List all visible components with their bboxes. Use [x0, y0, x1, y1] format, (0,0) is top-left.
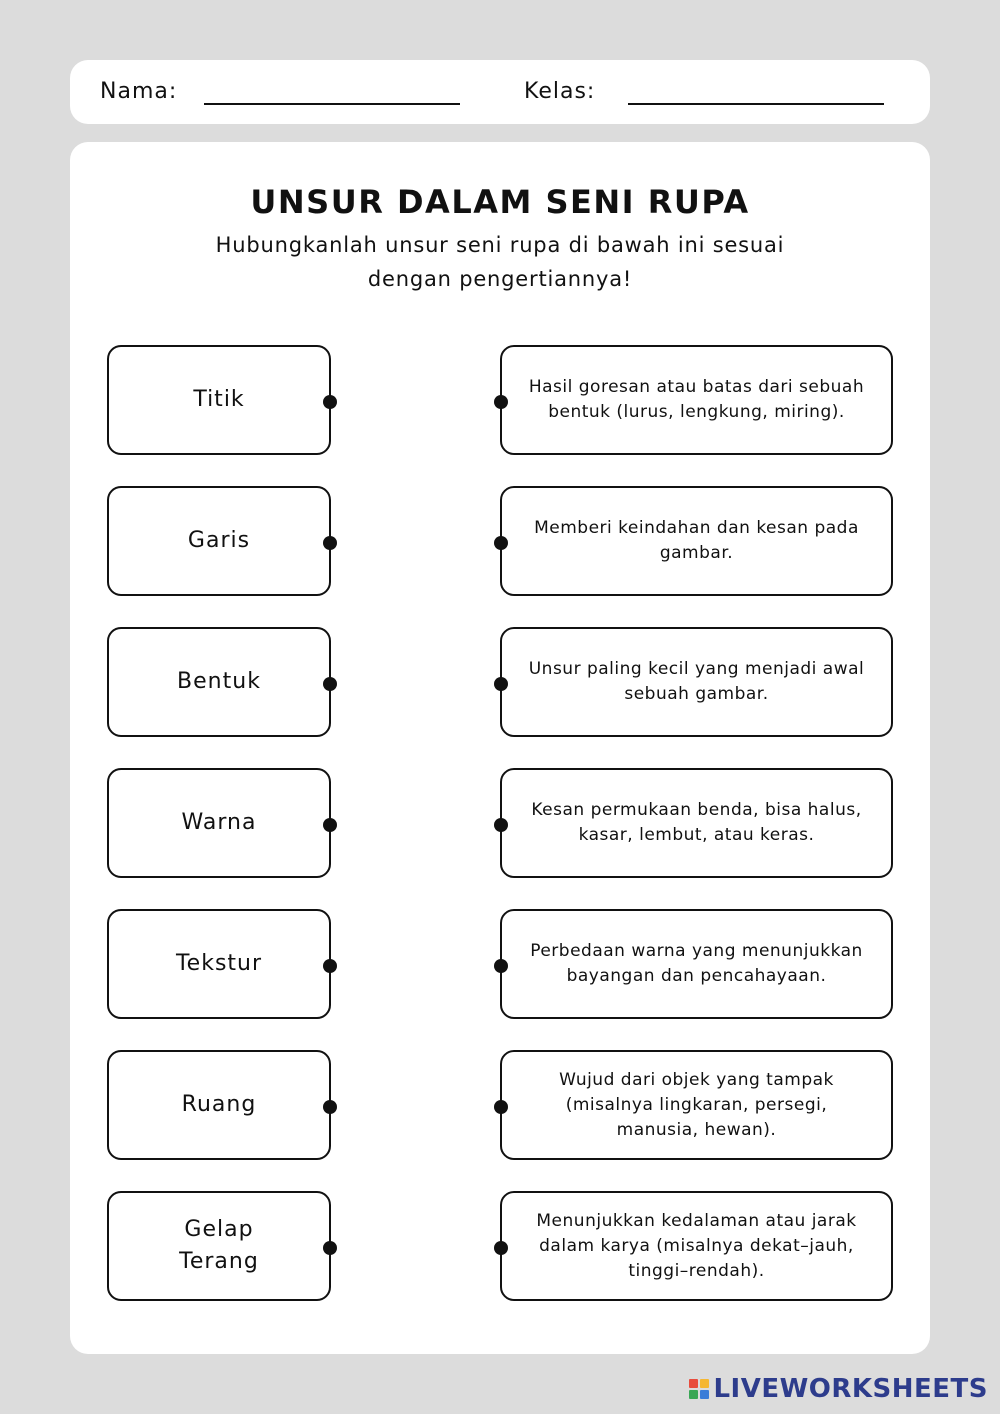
definition-connector-dot[interactable] [494, 536, 508, 550]
definition-box-6[interactable] [500, 1050, 893, 1160]
term-box-titik[interactable] [107, 345, 331, 455]
definition-text: Wujud dari objek yang tampak (misalnya lingkaran, persegi, manusia, hewan). [559, 1069, 834, 1140]
term-label: Gelap Terang [179, 1217, 259, 1274]
liveworksheets-logo [689, 1374, 988, 1404]
definition-text: Memberi keindahan dan kesan pada gambar. [534, 518, 859, 563]
liveworksheets-logo-text: LIVEWORKSHEETS [713, 1374, 988, 1404]
worksheet-instruction: Hubungkanlah unsur seni rupa di bawah ini sesuai dengan pengertiannya! [215, 233, 785, 291]
term-connector-dot[interactable] [323, 536, 337, 550]
term-box-gelap-terang[interactable] [107, 1191, 331, 1301]
term-label: Ruang [181, 1092, 257, 1117]
definition-text: Hasil goresan atau batas dari sebuah bentuk (lurus, lengkung, miring). [528, 377, 865, 422]
term-box-bentuk[interactable] [107, 627, 331, 737]
term-connector-dot[interactable] [323, 677, 337, 691]
term-label: Bentuk [177, 669, 261, 694]
definition-connector-dot[interactable] [494, 1100, 508, 1114]
definition-text: Menunjukkan kedalaman atau jarak dalam karya (misalnya dekat–jauh, tinggi–rendah). [536, 1210, 857, 1281]
worksheet-card [70, 142, 930, 1354]
term-box-ruang[interactable] [107, 1050, 331, 1160]
term-box-warna[interactable] [107, 768, 331, 878]
term-connector-dot[interactable] [323, 818, 337, 832]
definition-box-2[interactable] [500, 486, 893, 596]
definition-connector-dot[interactable] [494, 959, 508, 973]
definition-box-5[interactable] [500, 909, 893, 1019]
term-label: Tekstur [175, 951, 263, 976]
definition-box-4[interactable] [500, 768, 893, 878]
definition-connector-dot[interactable] [494, 395, 508, 409]
class-field-line[interactable] [628, 103, 884, 105]
term-box-tekstur[interactable] [107, 909, 331, 1019]
definition-connector-dot[interactable] [494, 818, 508, 832]
term-connector-dot[interactable] [323, 1100, 337, 1114]
term-box-garis[interactable] [107, 486, 331, 596]
definition-connector-dot[interactable] [494, 677, 508, 691]
worksheet-title: UNSUR DALAM SENI RUPA [250, 183, 750, 221]
name-field-line[interactable] [204, 103, 460, 105]
definition-text: Kesan permukaan benda, bisa halus, kasar, lembut, atau keras. [531, 800, 862, 845]
student-info-header [70, 60, 930, 124]
term-label: Warna [181, 810, 257, 835]
liveworksheets-logo-icon [689, 1379, 709, 1399]
term-connector-dot[interactable] [323, 959, 337, 973]
definition-box-7[interactable] [500, 1191, 893, 1301]
definition-connector-dot[interactable] [494, 1241, 508, 1255]
definition-box-1[interactable] [500, 345, 893, 455]
term-label: Titik [193, 387, 245, 412]
definition-box-3[interactable] [500, 627, 893, 737]
term-label: Garis [187, 528, 251, 553]
class-label: Kelas: [524, 79, 596, 104]
term-connector-dot[interactable] [323, 1241, 337, 1255]
definition-text: Unsur paling kecil yang menjadi awal sebuah gambar. [528, 659, 865, 704]
definition-text: Perbedaan warna yang menunjukkan bayangan dan pencahayaan. [530, 941, 863, 986]
name-label: Nama: [100, 79, 178, 104]
term-connector-dot[interactable] [323, 395, 337, 409]
